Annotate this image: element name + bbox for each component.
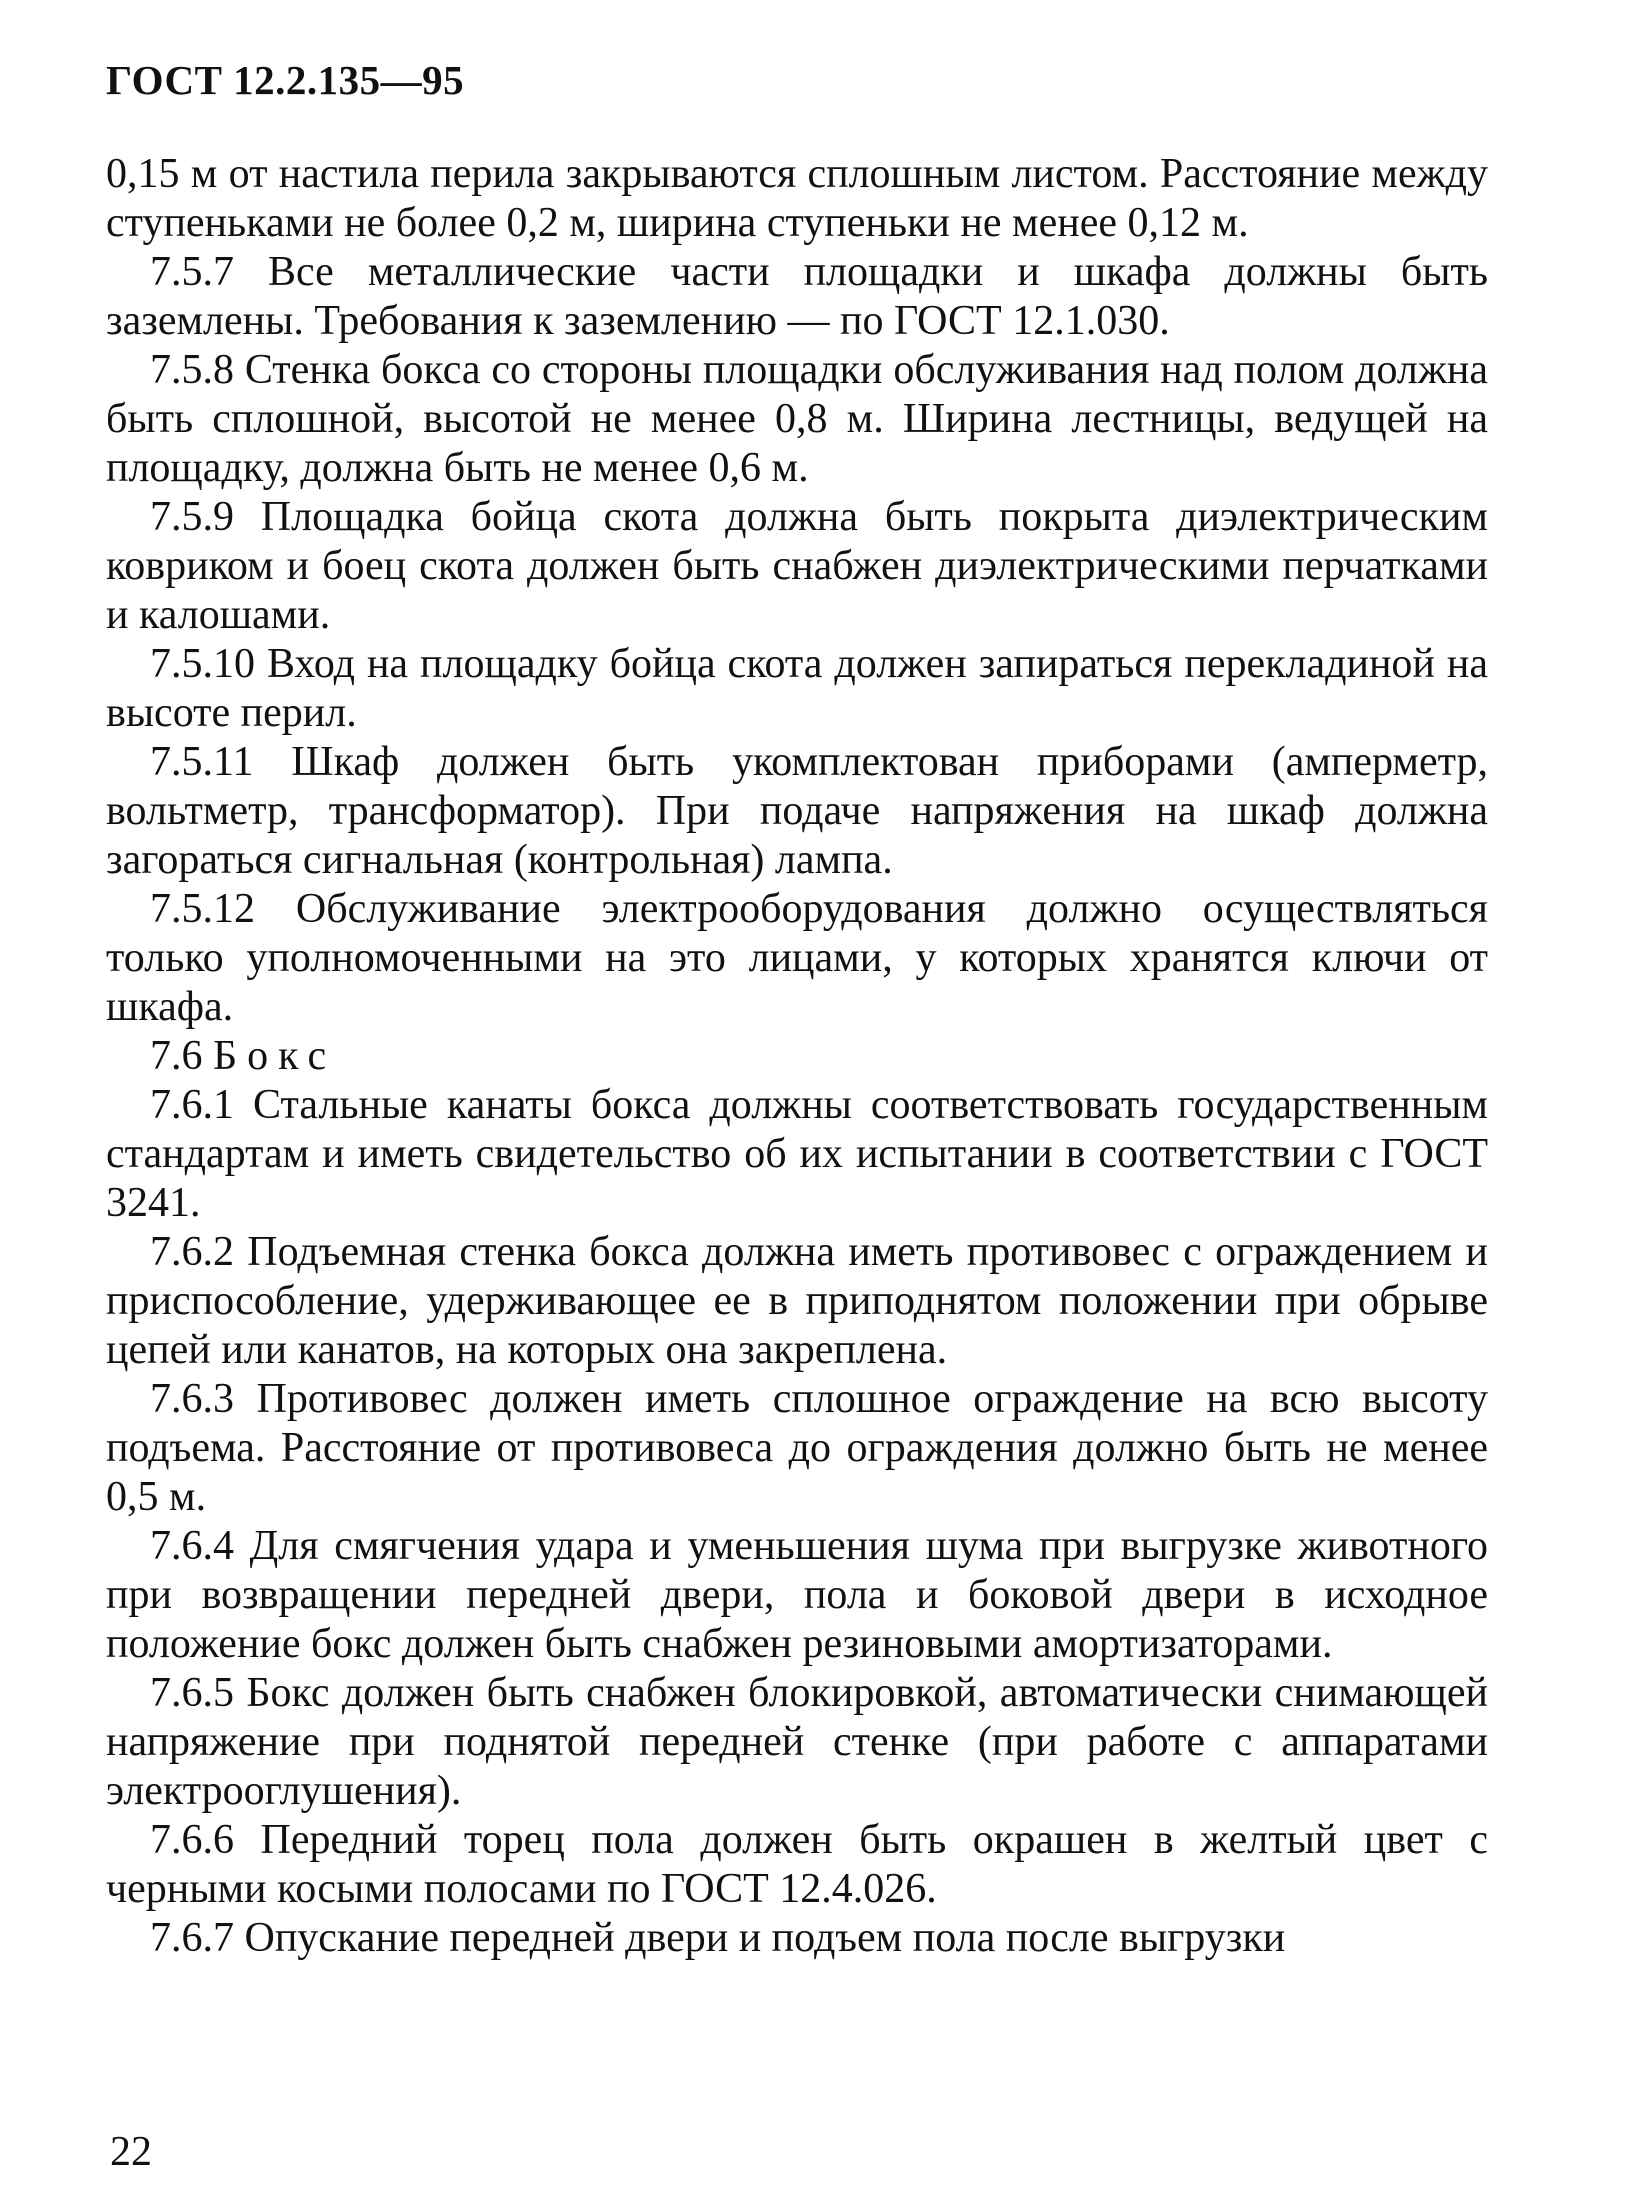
paragraph-7-6-7: 7.6.7 Опускание передней двери и подъем пола после выгрузки: [150, 1915, 1286, 1961]
document-body: [106, 150, 1488, 1963]
paragraph-7-5-11: 7.5.11 Шкаф должен быть укомплектован приборами (амперметр, вольтметр, трансформатор). При подаче напряжения на шкаф должна загораться сигнальная (контрольная) лампа.: [106, 739, 1488, 883]
paragraph-7-6-1: 7.6.1 Стальные канаты бокса должны соответствовать государственным стандартам и иметь свидетельство об их испытании в соответствии с ГОСТ 3241.: [106, 1082, 1488, 1226]
paragraph-7-6-3: 7.6.3 Противовес должен иметь сплошное ограждение на всю высоту подъема. Расстояние от противовеса до ограждения должно быть не менее 0,5 м.: [106, 1376, 1488, 1520]
paragraph-7-5-9: 7.5.9 Площадка бойца скота должна быть покрыта диэлектрическим ковриком и боец скота должен быть снабжен диэлектрическими перчатками и калошами.: [106, 494, 1488, 638]
section-number: 7.6: [150, 1033, 203, 1079]
paragraph-7-5-10: 7.5.10 Вход на площадку бойца скота должен запираться перекладиной на высоте перил.: [106, 641, 1488, 736]
document-header: ГОСТ 12.2.135—95: [106, 57, 465, 103]
page-number: 22: [110, 2129, 152, 2175]
paragraph-7-6-2: 7.6.2 Подъемная стенка бокса должна иметь противовес с ограждением и приспособление, удерживающее ее в приподнятом положении при обрыве цепей или канатов, на которых она закреплена.: [106, 1229, 1488, 1373]
paragraph-7-5-7: 7.5.7 Все металлические части площадки и шкафа должны быть заземлены. Требования к заземлению — по ГОСТ 12.1.030.: [106, 249, 1488, 344]
paragraph-7-5-8: 7.5.8 Стенка бокса со стороны площадки обслуживания над полом должна быть сплошной, высотой не менее 0,8 м. Ширина лестницы, ведущей на площадку, должна быть не менее 0,6 м.: [106, 347, 1488, 491]
section-heading: [106, 1032, 1488, 1081]
paragraph-7-5-12: 7.5.12 Обслуживание электрооборудования должно осуществляться только уполномоченными на это лицами, у которых хранятся ключи от шкафа.: [106, 886, 1488, 1030]
paragraph-7-6-4: 7.6.4 Для смягчения удара и уменьшения шума при выгрузке животного при возвращении передней двери, пола и боковой двери в исходное положение бокс должен быть снабжен резиновыми амортизаторами.: [106, 1523, 1488, 1667]
paragraph-7-6-6: 7.6.6 Передний торец пола должен быть окрашен в желтый цвет с черными косыми полосами по ГОСТ 12.4.026.: [106, 1817, 1488, 1912]
section-title: Бокс: [213, 1033, 337, 1079]
paragraph-continuation: 0,15 м от настила перила закрываются сплошным листом. Расстояние между ступеньками не более 0,2 м, ширина ступеньки не менее 0,12 м.: [106, 151, 1488, 246]
paragraph-7-6-5: 7.6.5 Бокс должен быть снабжен блокировкой, автоматически снимающей напряжение при поднятой передней стенке (при работе с аппаратами электрооглушения).: [106, 1670, 1488, 1814]
